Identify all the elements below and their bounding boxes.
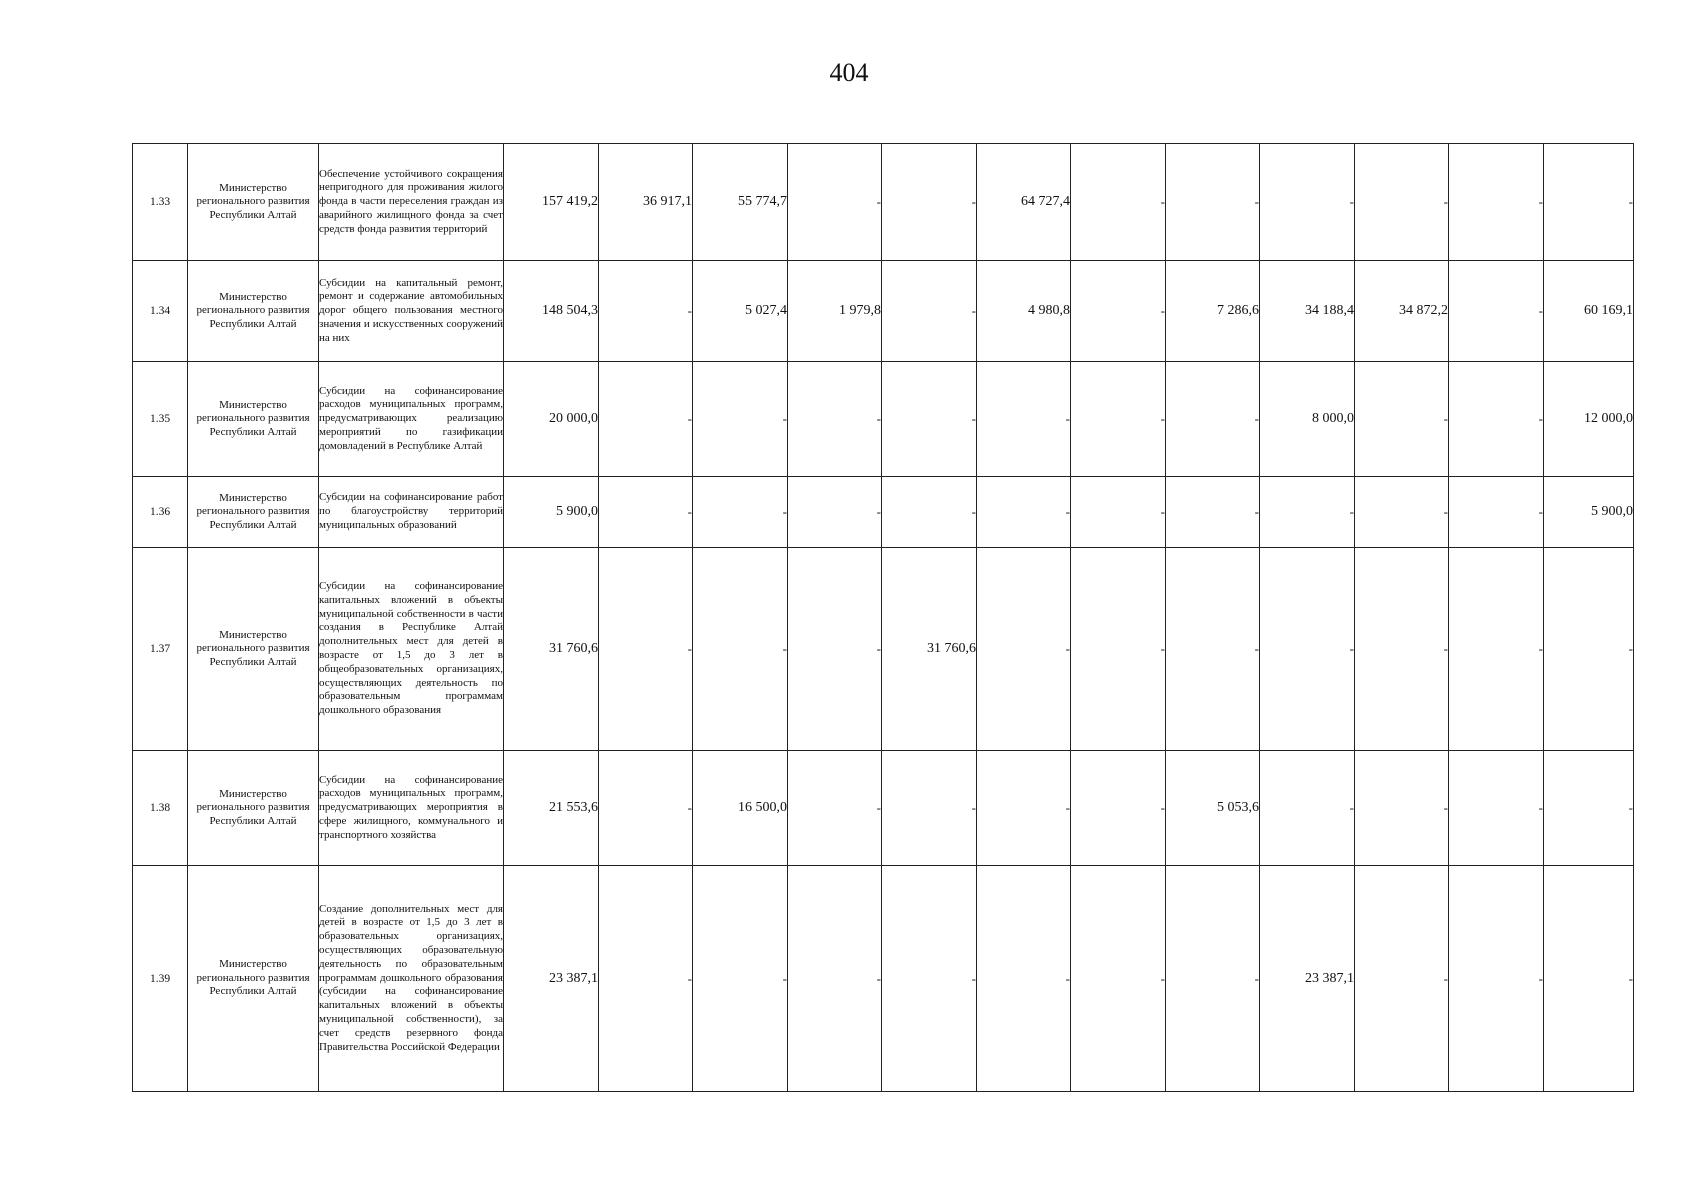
value-cell: -: [1166, 144, 1260, 261]
value-cell: -: [788, 866, 882, 1092]
value-cell: -: [1355, 477, 1449, 548]
value-cell: -: [599, 548, 693, 751]
responsible-org: Министерство регионального развития Республики Алтай: [188, 477, 319, 548]
row-number: 1.34: [133, 261, 188, 362]
value-cell: -: [1355, 866, 1449, 1092]
value-cell: 21 553,6: [504, 751, 599, 866]
value-cell: -: [882, 362, 977, 477]
table-row: [133, 751, 1634, 866]
value-cell: -: [1355, 362, 1449, 477]
event-description: Обеспечение устойчивого сокращения непригодного для проживания жилого фонда в части переселения граждан из аварийного жилищного фонда за счет средств фонда развития территорий: [319, 144, 504, 261]
value-cell: 34 872,2: [1355, 261, 1449, 362]
value-cell: -: [1449, 477, 1544, 548]
value-cell: 20 000,0: [504, 362, 599, 477]
value-cell: -: [788, 144, 882, 261]
table-row: [133, 866, 1634, 1092]
event-description: Субсидии на софинансирование капитальных вложений в объекты муниципальной собственности в части создания в Республике Алтай дополнительных мест для детей в возрасте от 1,5 до 3 лет в общеобразовательных организациях, осуществляющих деятельность по образовательным программам дошкольного образования: [319, 548, 504, 751]
value-cell: -: [1166, 477, 1260, 548]
value-cell: -: [693, 866, 788, 1092]
value-cell: -: [693, 548, 788, 751]
value-cell: -: [882, 866, 977, 1092]
row-number: 1.35: [133, 362, 188, 477]
value-cell: -: [977, 362, 1071, 477]
value-cell: -: [1544, 548, 1634, 751]
value-cell: -: [1449, 362, 1544, 477]
value-cell: -: [1260, 144, 1355, 261]
value-cell: -: [1260, 477, 1355, 548]
responsible-org: Министерство регионального развития Республики Алтай: [188, 866, 319, 1092]
value-cell: -: [1544, 866, 1634, 1092]
value-cell: -: [1071, 362, 1166, 477]
value-cell: 12 000,0: [1544, 362, 1634, 477]
value-cell: 7 286,6: [1166, 261, 1260, 362]
value-cell: -: [599, 866, 693, 1092]
table-row: [133, 261, 1634, 362]
responsible-org: Министерство регионального развития Республики Алтай: [188, 362, 319, 477]
value-cell: -: [1355, 548, 1449, 751]
event-description: Субсидии на софинансирование расходов муниципальных программ, предусматривающих реализацию мероприятий по газификации домовладений в Республике Алтай: [319, 362, 504, 477]
value-cell: 64 727,4: [977, 144, 1071, 261]
value-cell: 5 900,0: [504, 477, 599, 548]
event-description: Субсидии на софинансирование работ по благоустройству территорий муниципальных образований: [319, 477, 504, 548]
value-cell: -: [1355, 751, 1449, 866]
event-description: Создание дополнительных мест для детей в возрасте от 1,5 до 3 лет в образовательных организациях, осуществляющих образовательную деятельность по образовательным программам дошкольного образования (субсидии на софинансирование капитальных вложений в объекты муниципальной собственности), за счет средств резервного фонда Правительства Российской Федерации: [319, 866, 504, 1092]
value-cell: -: [882, 144, 977, 261]
table-row: [133, 144, 1634, 261]
value-cell: -: [788, 548, 882, 751]
value-cell: -: [1071, 548, 1166, 751]
value-cell: -: [1544, 751, 1634, 866]
event-description: Субсидии на капитальный ремонт, ремонт и содержание автомобильных дорог общего пользования местного значения и искусственных сооружений на них: [319, 261, 504, 362]
value-cell: -: [693, 477, 788, 548]
budget-table: [132, 143, 1634, 1092]
table-body: [133, 144, 1634, 1092]
value-cell: 31 760,6: [504, 548, 599, 751]
value-cell: 23 387,1: [1260, 866, 1355, 1092]
value-cell: -: [882, 477, 977, 548]
value-cell: 157 419,2: [504, 144, 599, 261]
value-cell: 23 387,1: [504, 866, 599, 1092]
value-cell: -: [1071, 477, 1166, 548]
value-cell: 55 774,7: [693, 144, 788, 261]
responsible-org: Министерство регионального развития Республики Алтай: [188, 548, 319, 751]
value-cell: -: [1071, 144, 1166, 261]
value-cell: 148 504,3: [504, 261, 599, 362]
responsible-org: Министерство регионального развития Республики Алтай: [188, 751, 319, 866]
value-cell: 60 169,1: [1544, 261, 1634, 362]
row-number: 1.39: [133, 866, 188, 1092]
value-cell: -: [1449, 751, 1544, 866]
value-cell: 1 979,8: [788, 261, 882, 362]
value-cell: 16 500,0: [693, 751, 788, 866]
value-cell: 36 917,1: [599, 144, 693, 261]
value-cell: 4 980,8: [977, 261, 1071, 362]
responsible-org: Министерство регионального развития Республики Алтай: [188, 261, 319, 362]
value-cell: -: [1071, 751, 1166, 866]
value-cell: -: [1260, 548, 1355, 751]
page-number: 404: [829, 58, 869, 87]
row-number: 1.37: [133, 548, 188, 751]
value-cell: -: [977, 866, 1071, 1092]
value-cell: -: [788, 477, 882, 548]
value-cell: -: [1355, 144, 1449, 261]
value-cell: -: [1449, 548, 1544, 751]
value-cell: -: [1449, 866, 1544, 1092]
value-cell: -: [1166, 548, 1260, 751]
value-cell: -: [882, 751, 977, 866]
row-number: 1.38: [133, 751, 188, 866]
row-number: 1.33: [133, 144, 188, 261]
value-cell: -: [1071, 866, 1166, 1092]
value-cell: -: [599, 362, 693, 477]
table-row: [133, 548, 1634, 751]
value-cell: -: [788, 751, 882, 866]
value-cell: -: [1166, 866, 1260, 1092]
value-cell: -: [788, 362, 882, 477]
value-cell: -: [599, 477, 693, 548]
value-cell: -: [599, 751, 693, 866]
value-cell: 34 188,4: [1260, 261, 1355, 362]
value-cell: -: [977, 751, 1071, 866]
value-cell: -: [977, 548, 1071, 751]
responsible-org: Министерство регионального развития Республики Алтай: [188, 144, 319, 261]
table-row: [133, 362, 1634, 477]
value-cell: -: [977, 477, 1071, 548]
value-cell: 5 053,6: [1166, 751, 1260, 866]
value-cell: -: [1260, 751, 1355, 866]
table-row: [133, 477, 1634, 548]
value-cell: -: [1166, 362, 1260, 477]
value-cell: -: [599, 261, 693, 362]
value-cell: 8 000,0: [1260, 362, 1355, 477]
value-cell: -: [1449, 144, 1544, 261]
value-cell: 31 760,6: [882, 548, 977, 751]
value-cell: -: [882, 261, 977, 362]
value-cell: -: [1544, 144, 1634, 261]
value-cell: -: [1449, 261, 1544, 362]
value-cell: -: [693, 362, 788, 477]
event-description: Субсидии на софинансирование расходов муниципальных программ, предусматривающих мероприятия в сфере жилищного, коммунального и транспортного хозяйства: [319, 751, 504, 866]
row-number: 1.36: [133, 477, 188, 548]
value-cell: 5 900,0: [1544, 477, 1634, 548]
value-cell: -: [1071, 261, 1166, 362]
value-cell: 5 027,4: [693, 261, 788, 362]
